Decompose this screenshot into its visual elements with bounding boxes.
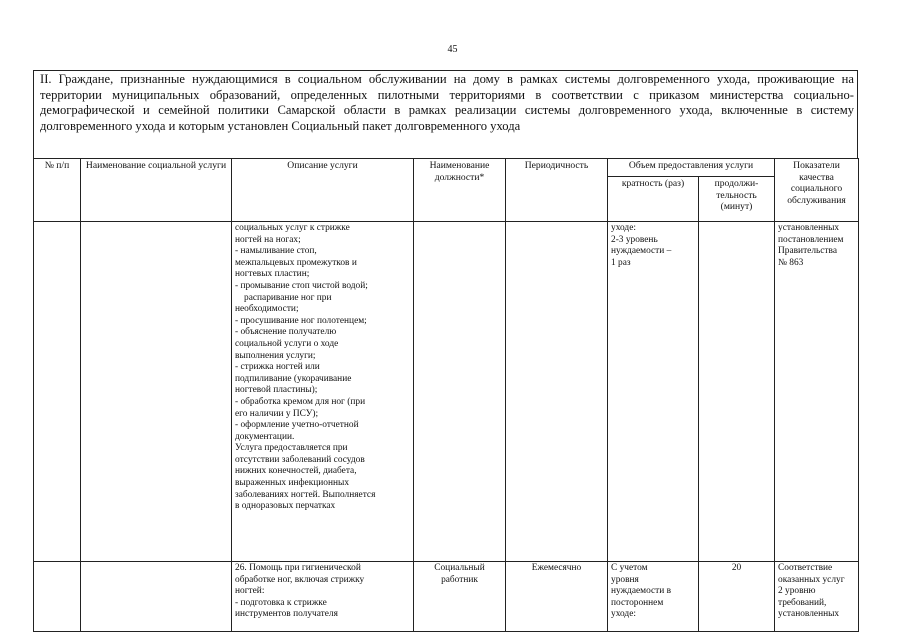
quality-line: установленных xyxy=(778,223,840,233)
description-line: - просушивание ног полотенцем; xyxy=(235,315,367,326)
row1-quality-cell xyxy=(775,222,859,562)
description-line: выполнения услуги; xyxy=(235,350,316,361)
description-line: документации. xyxy=(235,431,295,442)
row1-periodicity-cell xyxy=(506,222,608,562)
quality-line: Соответствие xyxy=(778,563,833,573)
multiplicity-line: постороннем xyxy=(611,597,664,608)
description-line: ногтевой пластины); xyxy=(235,385,318,396)
row2-num-cell xyxy=(34,562,81,632)
header-description: Описание услуги xyxy=(232,159,414,222)
description-line: его наличии у ПСУ); xyxy=(235,408,319,419)
row1-num-cell xyxy=(34,222,81,562)
row2-position-cell xyxy=(414,562,506,632)
header-service-name: Наименование социальной услуги xyxy=(81,159,232,222)
header-num: № п/п xyxy=(34,159,81,222)
row2-duration-cell: 20 xyxy=(699,562,775,632)
row2-quality-cell xyxy=(775,562,859,632)
row1-duration-cell xyxy=(699,222,775,562)
description-line: межпальцевых промежутков и xyxy=(235,257,357,268)
description-line: 26. Помощь при гигиенической xyxy=(235,563,361,573)
row1-description-cell xyxy=(232,222,414,562)
row1-service-name-cell xyxy=(81,222,232,562)
table-row xyxy=(34,222,859,562)
description-line: нижних конечностей, диабета, xyxy=(235,466,357,477)
multiplicity-line: уходе: xyxy=(611,609,636,620)
description-line: обработке ног, включая стрижку xyxy=(235,574,365,585)
multiplicity-line: нуждаемости в xyxy=(611,586,672,597)
description-line: - намыливание стоп, xyxy=(235,246,317,257)
row2-multiplicity-cell xyxy=(608,562,699,632)
description-line: - промывание стоп чистой водой; xyxy=(235,280,368,291)
position-line: Социальный xyxy=(434,563,485,573)
description-line: - подготовка к стрижке xyxy=(235,597,327,608)
header-multiplicity: кратность (раз) xyxy=(608,177,699,222)
quality-line: 2 уровню xyxy=(778,586,816,597)
description-line: ногтей: xyxy=(235,586,265,597)
description-line: - стрижка ногтей или xyxy=(235,362,320,373)
row1-position-cell xyxy=(414,222,506,562)
quality-line: установленных xyxy=(778,609,840,620)
description-line: подпиливание (укорачивание xyxy=(235,373,352,384)
quality-line: требований, xyxy=(778,597,827,608)
description-line: заболеваниях ногтей. Выполняется xyxy=(235,489,376,500)
description-line: - оформление учетно-отчетной xyxy=(235,420,359,431)
multiplicity-line: уходе: xyxy=(611,223,636,233)
description-line: в одноразовых перчатках xyxy=(235,501,336,512)
page-number: 45 xyxy=(447,44,458,55)
header-position: Наименование должности* xyxy=(414,159,506,222)
row2-service-name-cell xyxy=(81,562,232,632)
header-periodicity: Периодичность xyxy=(506,159,608,222)
table-row xyxy=(34,562,859,632)
description-line: распаривание ног при xyxy=(244,292,332,303)
multiplicity-line: С учетом xyxy=(611,563,648,573)
description-line: - обработка кремом для ног (при xyxy=(235,396,366,407)
row2-periodicity-cell: Ежемесячно xyxy=(506,562,608,632)
header-volume-group: Объем предоставления услуги xyxy=(608,159,775,177)
description-line: ногтей на ногах; xyxy=(235,234,301,245)
row1-multiplicity-cell xyxy=(608,222,699,562)
description-line: социальных услуг к стрижке xyxy=(235,223,350,233)
multiplicity-line: нуждаемости – xyxy=(611,246,672,257)
description-line: инструментов получателя xyxy=(235,609,338,620)
description-line: отсутствии заболеваний сосудов xyxy=(235,454,365,465)
row2-description-cell xyxy=(232,562,414,632)
description-line: выраженных инфекционных xyxy=(235,478,350,489)
multiplicity-line: уровня xyxy=(611,574,639,585)
multiplicity-line: 1 раз xyxy=(611,257,631,268)
quality-line: № 863 xyxy=(778,257,804,268)
quality-line: оказанных услуг xyxy=(778,574,845,585)
description-line: ногтевых пластин; xyxy=(235,269,310,280)
description-line: Услуга предоставляется при xyxy=(235,443,348,454)
header-duration: продолжи-тельность (минут) xyxy=(699,177,775,222)
services-table xyxy=(33,158,859,632)
quality-line: постановлением xyxy=(778,234,844,245)
multiplicity-line: 2-3 уровень xyxy=(611,234,658,245)
description-line: необходимости; xyxy=(235,304,299,315)
description-line: социальной услуги о ходе xyxy=(235,338,339,349)
quality-line: Правительства xyxy=(778,246,837,257)
section-heading: II. Граждане, признанные нуждающимися в социальном обслуживании на дому в рамках системы долговременного ухода, проживающие на территории муниципальных образований, определенных пилотными территориями в соответствии с приказом министерства социально-демографической и семейной политики Самарской области в рамках реализации системы долговременного ухода, включенные в систему долговременного ухода и которым установлен Социальный пакет долговременного ухода xyxy=(33,70,858,158)
description-line: - объяснение получателю xyxy=(235,327,337,338)
position-line: работник xyxy=(441,574,478,585)
header-quality: Показатели качества социального обслуживания xyxy=(775,159,859,222)
